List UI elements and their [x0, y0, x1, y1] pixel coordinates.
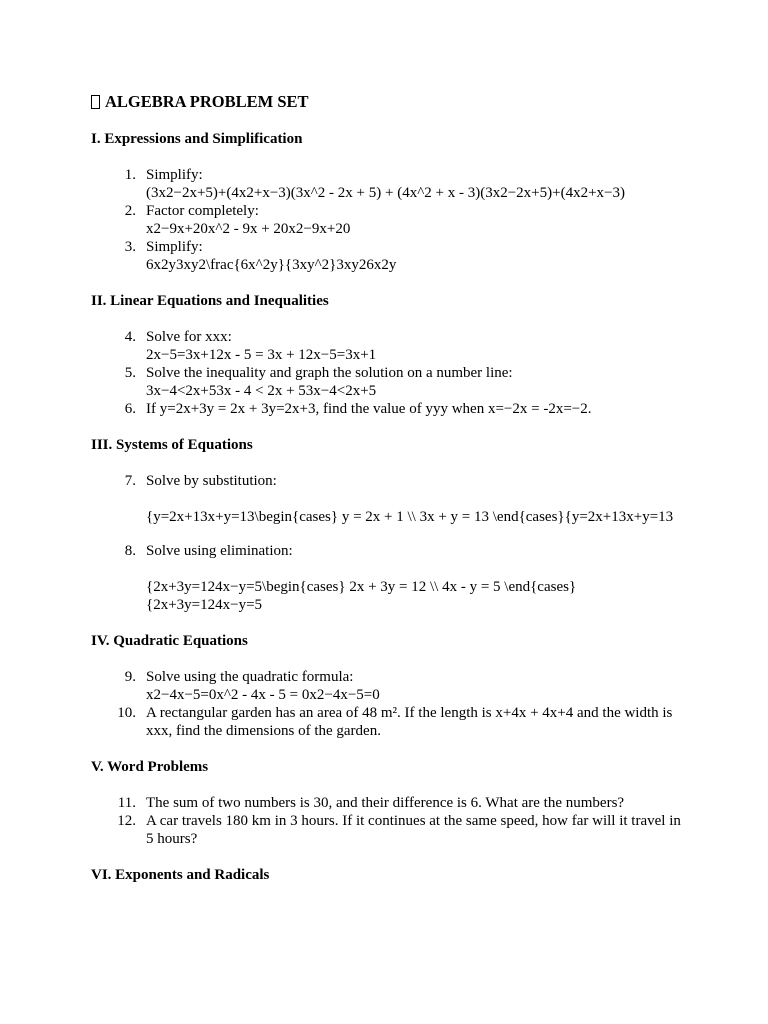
problem-text [136, 238, 708, 274]
problem-number-text: 12. [117, 813, 136, 829]
problem-item [91, 202, 708, 238]
sections-container [91, 130, 708, 884]
problem-item [91, 472, 708, 542]
problem-text [136, 812, 708, 848]
problem-item [91, 794, 708, 812]
problem-number [91, 328, 136, 364]
section [91, 292, 708, 418]
section [91, 436, 708, 614]
problem-text [136, 400, 708, 418]
problem-number-text: 3. [124, 239, 136, 255]
problem-text [136, 328, 708, 364]
section-heading: II. Linear Equations and Inequalities [91, 293, 329, 309]
problem-number-text: 4. [124, 329, 136, 345]
document-icon [91, 95, 100, 109]
problem-line: A rectangular garden has an area of 48 m². If the length is x+4x + 4x+4 and the width is [146, 705, 673, 721]
problem-number [91, 542, 136, 614]
problem-item [91, 400, 708, 418]
problem-line: (3x2−2x+5)+(4x2+x−3)(3x^2 - 2x + 5) + (4x^2 + x - 3)(3x2−2x+5)+(4x2+x−3) [146, 185, 625, 201]
problem-number-text: 11. [117, 795, 136, 811]
problem-text [136, 668, 708, 704]
problem-line: 3x−4<2x+53x - 4 < 2x + 53x−4<2x+5 [146, 383, 377, 399]
section-heading: IV. Quadratic Equations [91, 633, 248, 649]
section-heading: V. Word Problems [91, 759, 209, 775]
problem-line: Solve the inequality and graph the solution on a number line: [146, 365, 513, 381]
problem-number-text: 1. [124, 167, 136, 183]
problem-line: {2x+3y=124x−y=5 [146, 597, 263, 613]
problem-line: The sum of two numbers is 30, and their difference is 6. What are the numbers? [146, 795, 625, 811]
problem-text [136, 794, 708, 812]
problem-item [91, 166, 708, 202]
problem-number [91, 668, 136, 704]
problem-line: Solve using elimination: [146, 543, 293, 559]
problem-list [91, 668, 708, 740]
problem-number-text: 5. [124, 365, 136, 381]
problem-item [91, 668, 708, 704]
problem-text [136, 704, 708, 740]
problem-list [91, 794, 708, 848]
problem-number-text: 7. [124, 473, 136, 489]
problem-line: Solve for xxx: [146, 329, 232, 345]
section [91, 632, 708, 740]
problem-line: Simplify: [146, 167, 203, 183]
problem-text [136, 472, 708, 542]
problem-item [91, 364, 708, 400]
problem-line: xxx, find the dimensions of the garden. [146, 723, 381, 739]
section [91, 866, 708, 884]
problem-list [91, 328, 708, 418]
problem-line: 2x−5=3x+12x - 5 = 3x + 12x−5=3x+1 [146, 347, 377, 363]
problem-line: If y=2x+3y = 2x + 3y=2x+3, find the value of yyy when x=−2x = -2x=−2. [146, 401, 592, 417]
section-heading: I. Expressions and Simplification [91, 131, 303, 147]
problem-item [91, 704, 708, 740]
problem-line: Solve using the quadratic formula: [146, 669, 354, 685]
section [91, 758, 708, 848]
problem-number-text: 9. [124, 669, 136, 685]
problem-line: Simplify: [146, 239, 203, 255]
problem-number [91, 472, 136, 542]
problem-text [136, 202, 708, 238]
problem-list [91, 166, 708, 274]
problem-number [91, 202, 136, 238]
problem-number [91, 794, 136, 812]
problem-number-text: 2. [124, 203, 136, 219]
blank-line [146, 490, 708, 508]
problem-item [91, 328, 708, 364]
problem-line: {2x+3y=124x−y=5\begin{cases} 2x + 3y = 12 \\ 4x - y = 5 \end{cases} [146, 579, 577, 595]
problem-number [91, 812, 136, 848]
problem-item [91, 238, 708, 274]
section [91, 130, 708, 274]
problem-number [91, 166, 136, 202]
problem-number-text: 6. [124, 401, 136, 417]
problem-item [91, 542, 708, 614]
problem-number [91, 238, 136, 274]
problem-text [136, 542, 708, 614]
problem-line: A car travels 180 km in 3 hours. If it continues at the same speed, how far will it travel in [146, 813, 681, 829]
problem-number-text: 10. [117, 705, 136, 721]
problem-number [91, 400, 136, 418]
problem-item [91, 812, 708, 848]
problem-text [136, 166, 708, 202]
document-title [91, 92, 708, 112]
blank-line [146, 560, 708, 578]
section-heading: III. Systems of Equations [91, 437, 253, 453]
problem-line: x2−4x−5=0x^2 - 4x - 5 = 0x2−4x−5=0 [146, 687, 380, 703]
section-heading: VI. Exponents and Radicals [91, 867, 270, 883]
item-spacer [146, 526, 708, 542]
problem-line: 6x2y3xy2\frac{6x^2y}{3xy^2}3xy26x2y [146, 257, 397, 273]
problem-line: Solve by substitution: [146, 473, 277, 489]
problem-list [91, 472, 708, 614]
problem-line: 5 hours? [146, 831, 198, 847]
problem-number-text: 8. [124, 543, 136, 559]
problem-line: x2−9x+20x^2 - 9x + 20x2−9x+20 [146, 221, 351, 237]
document-title-text: ALGEBRA PROBLEM SET [105, 92, 309, 111]
problem-number [91, 364, 136, 400]
problem-line: Factor completely: [146, 203, 259, 219]
problem-line: {y=2x+13x+y=13\begin{cases} y = 2x + 1 \\ 3x + y = 13 \end{cases}{y=2x+13x+y=13 [146, 509, 674, 525]
problem-number [91, 704, 136, 740]
problem-text [136, 364, 708, 400]
